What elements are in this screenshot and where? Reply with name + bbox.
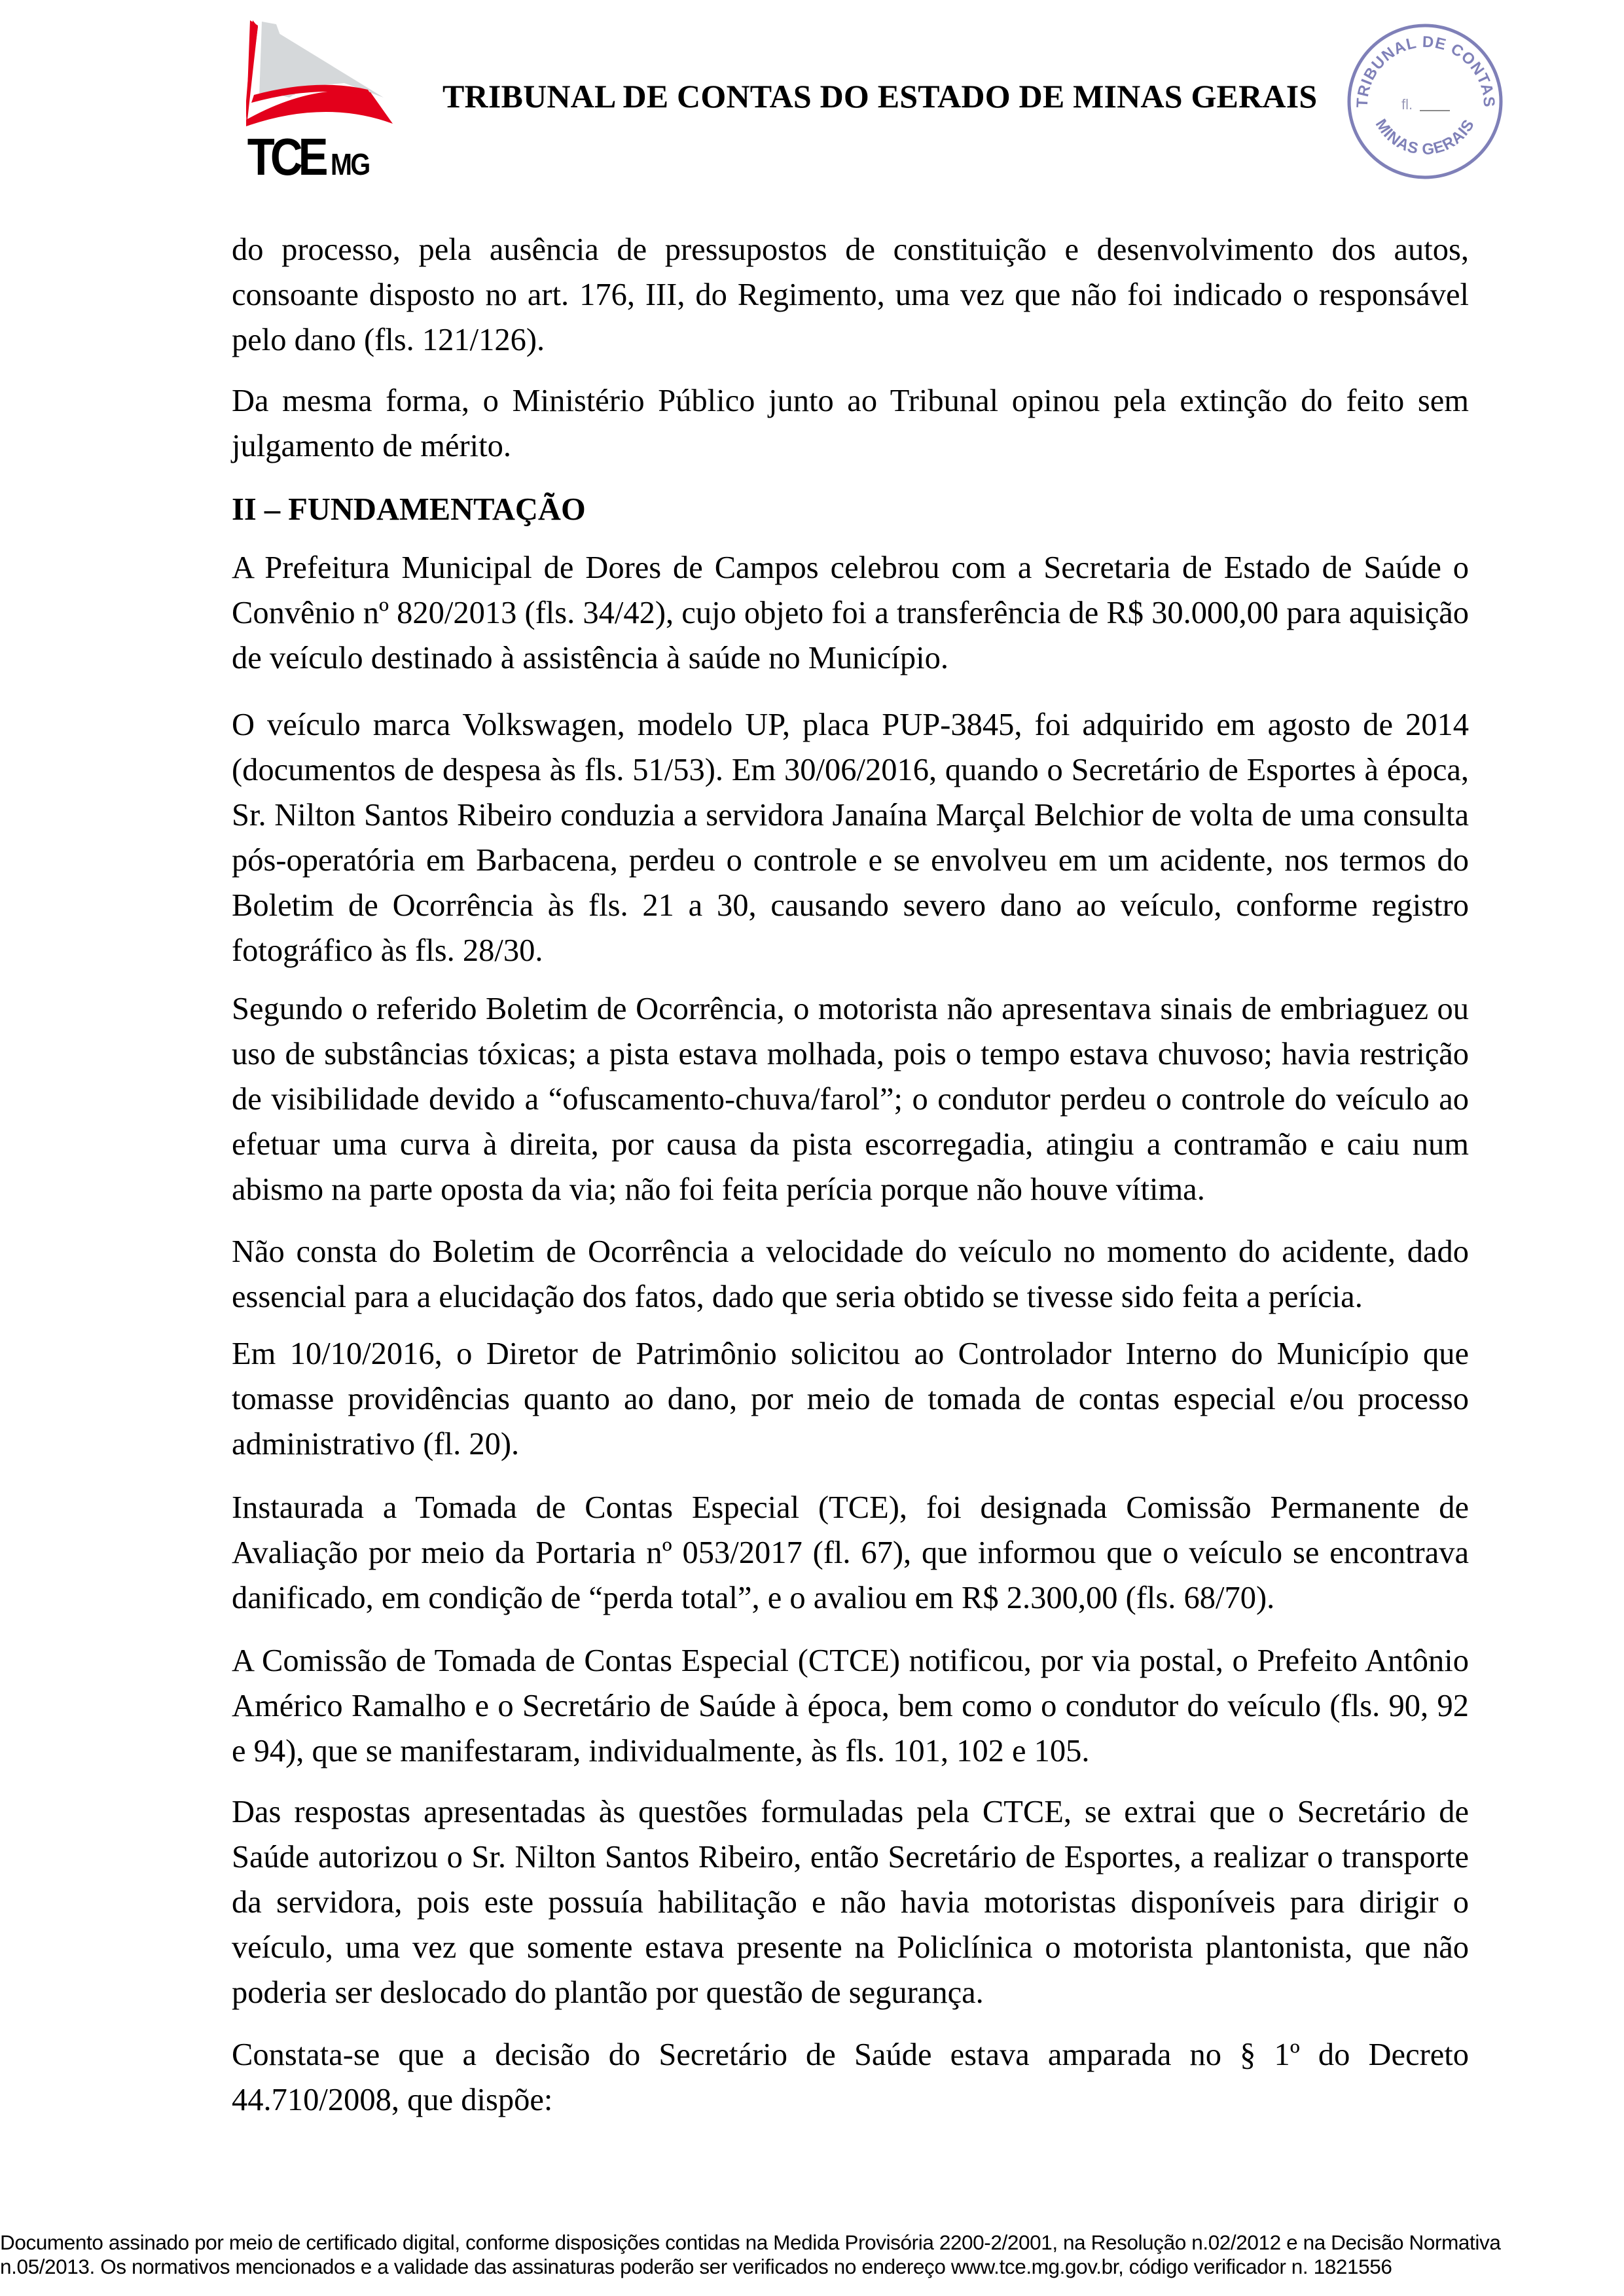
paragraph: Não consta do Boletim de Ocorrência a velocidade do veículo no momento do acidente, dado essencial para a elucidação dos fatos, dado que seria obtido se tivesse sido feita a perícia. (232, 1234, 1469, 1314)
footer-line-1: Documento assinado por meio de certificado digital, conforme disposições contidas na Medida Provisória 2200-2/2001, na Resolução n.02/2012 e na Decisão Normativa (0, 2231, 1501, 2254)
footer-line-2: n.05/2013. Os normativos mencionados e a validade das assinaturas poderão ser verificados no endereço www.tce.mg.gov.br, código verificador n. 1821556 (0, 2255, 1392, 2278)
paragraph: Em 10/10/2016, o Diretor de Patrimônio solicitou ao Controlador Interno do Município que tomasse providências quanto ao dano, por meio de tomada de contas especial e/ou processo administrativo (fl. 20). (232, 1336, 1469, 1462)
page-title: TRIBUNAL DE CONTAS DO ESTADO DE MINAS GERAIS (442, 78, 1318, 115)
paragraph: Constata-se que a decisão do Secretário de Saúde estava amparada no § 1º do Decreto 44.710/2008, que dispõe: (232, 2037, 1469, 2117)
svg-text:TCE: TCE (247, 127, 324, 177)
tce-mg-logo-icon (246, 20, 394, 177)
paragraph: Das respostas apresentadas às questões formuladas pela CTCE, se extrai que o Secretário de Saúde autorizou o Sr. Nilton Santos Ribeiro, então Secretário de Esportes, a realizar o transporte da servidora, pois este possuía habilitação e não havia motoristas disponíveis para dirigir o veículo, uma vez que somente estava presente na Policlínica o motorista plantonista, que não poderia ser deslocado do plantão por questão de segurança. (232, 1795, 1469, 2010)
paragraph: A Prefeitura Municipal de Dores de Campos celebrou com a Secretaria de Estado de Saúde o Convênio nº 820/2013 (fls. 34/42), cujo objeto foi a transferência de R$ 30.000,00 para aquisição de veículo destinado à assistência à saúde no Município. (232, 550, 1469, 675)
paragraph: Da mesma forma, o Ministério Público junto ao Tribunal opinou pela extinção do feito sem julgamento de mérito. (232, 384, 1469, 463)
paragraph: A Comissão de Tomada de Contas Especial (CTCE) notificou, por via postal, o Prefeito Antônio Américo Ramalho e o Secretário de Saúde à época, bem como o condutor do veículo (fls. 90, 92 e 94), que se manifestaram, individualmente, às fls. 101, 102 e 105. (232, 1643, 1469, 1768)
tribunal-stamp-icon (1345, 22, 1505, 181)
paragraph: Instaurada a Tomada de Contas Especial (TCE), foi designada Comissão Permanente de Avaliação por meio da Portaria nº 053/2017 (fl. 67), que informou que o veículo se encontrava danificado, em condição de “perda total”, e o avaliou em R$ 2.300,00 (fls. 68/70). (232, 1490, 1469, 1615)
paragraph: Segundo o referido Boletim de Ocorrência, o motorista não apresentava sinais de embriaguez ou uso de substâncias tóxicas; a pista estava molhada, pois o tempo estava chuvoso; havia restrição de visibilidade devido a “ofuscamento-chuva/farol”; o condutor perdeu o controle do veículo ao efetuar uma curva à direita, por causa da pista escorregadia, atingiu a contramão e caiu num abismo na parte oposta da via; não foi feita perícia porque não houve vítima. (232, 992, 1469, 1207)
digital-signature-footer (0, 2231, 1624, 2279)
svg-text:TRIBUNAL DE CONTAS: TRIBUNAL DE CONTAS (1353, 33, 1498, 109)
svg-text:MINAS GERAIS: MINAS GERAIS (1371, 116, 1479, 159)
svg-text:fl.: fl. (1401, 96, 1413, 113)
paragraph: O veículo marca Volkswagen, modelo UP, placa PUP-3845, foi adquirido em agosto de 2014 (documentos de despesa às fls. 51/53). Em 30/06/2016, quando o Secretário de Esportes à época, Sr. Nilton Santos Ribeiro conduzia a servidora Janaína Marçal Belchior de volta de uma consulta pós-operatória em Barbacena, perdeu o controle e se envolveu em um acidente, nos termos do Boletim de Ocorrência às fls. 21 a 30, causando severo dano ao veículo, conforme registro fotográfico às fls. 28/30. (232, 708, 1469, 968)
svg-text:MG: MG (331, 148, 369, 177)
section-heading: II – FUNDAMENTAÇÃO (232, 492, 586, 527)
paragraph: do processo, pela ausência de pressupostos de constituição e desenvolvimento dos autos, consoante disposto no art. 176, III, do Regimento, uma vez que não foi indicado o responsável pelo dano (fls. 121/126). (232, 232, 1469, 357)
